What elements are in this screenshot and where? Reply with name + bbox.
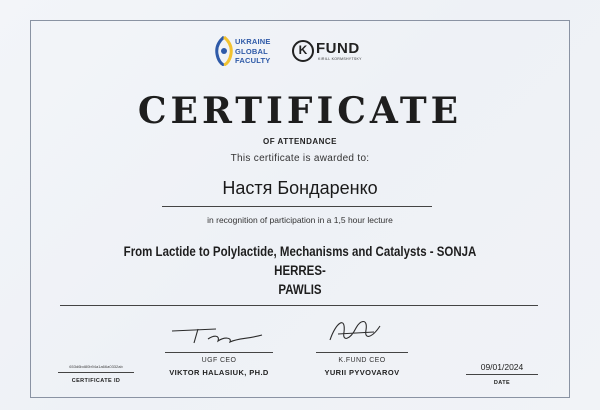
ugf-line: UKRAINE xyxy=(235,37,271,46)
signer2-role: K.FUND CEO xyxy=(338,357,386,364)
logos-row xyxy=(0,36,600,72)
ugf-line: FACULTY xyxy=(235,56,271,65)
certificate-subtitle: OF ATTENDANCE xyxy=(262,137,338,146)
signer1-role: UGF CEO xyxy=(201,357,237,364)
awarded-text: This certificate is awarded to: xyxy=(230,153,370,164)
signer1-line xyxy=(165,352,273,353)
recognition-text: in recognition of participation in a 1,5 hour lecture xyxy=(207,215,393,225)
ugf-logo-icon xyxy=(215,36,233,66)
kfund-logo-word: FUND xyxy=(316,40,360,57)
certificate-title: CERTIFICATE xyxy=(137,90,463,132)
lecture-title-line: From Lactide to Polylactide, Mechanisms and Catalysts - SONJA HERRES- xyxy=(123,244,477,278)
lecture-title-line: PAWLIS xyxy=(278,282,322,297)
certificate-frame xyxy=(30,20,570,398)
certificate-id-value: 653d6bd80b94a1a66a0332ab xyxy=(69,364,123,369)
date-label: DATE xyxy=(493,380,511,386)
recipient-underline xyxy=(162,206,432,207)
kfund-logo-subtext: KIRILL KORMSHYTSKY xyxy=(318,57,362,61)
signer1-name: VIKTOR HALASIUK, PH.D xyxy=(169,368,269,377)
lecture-title xyxy=(100,242,500,299)
signer2-line xyxy=(316,352,408,353)
date-line xyxy=(466,374,538,375)
date-value: 09/01/2024 xyxy=(480,362,524,372)
certificate-id-label: CERTIFICATE ID xyxy=(71,378,121,384)
signature-yurii-icon xyxy=(322,310,392,354)
certificate-id-line xyxy=(58,372,134,373)
ugf-line: GLOBAL xyxy=(235,46,268,56)
lecture-underline xyxy=(60,305,538,306)
kfund-logo-icon: K xyxy=(292,40,314,62)
recipient-name: Настя Бондаренко xyxy=(222,178,378,198)
ugf-logo-text xyxy=(235,37,271,66)
signature-viktor-icon xyxy=(168,317,268,351)
signer2-name: YURII PYVOVAROV xyxy=(324,368,400,377)
